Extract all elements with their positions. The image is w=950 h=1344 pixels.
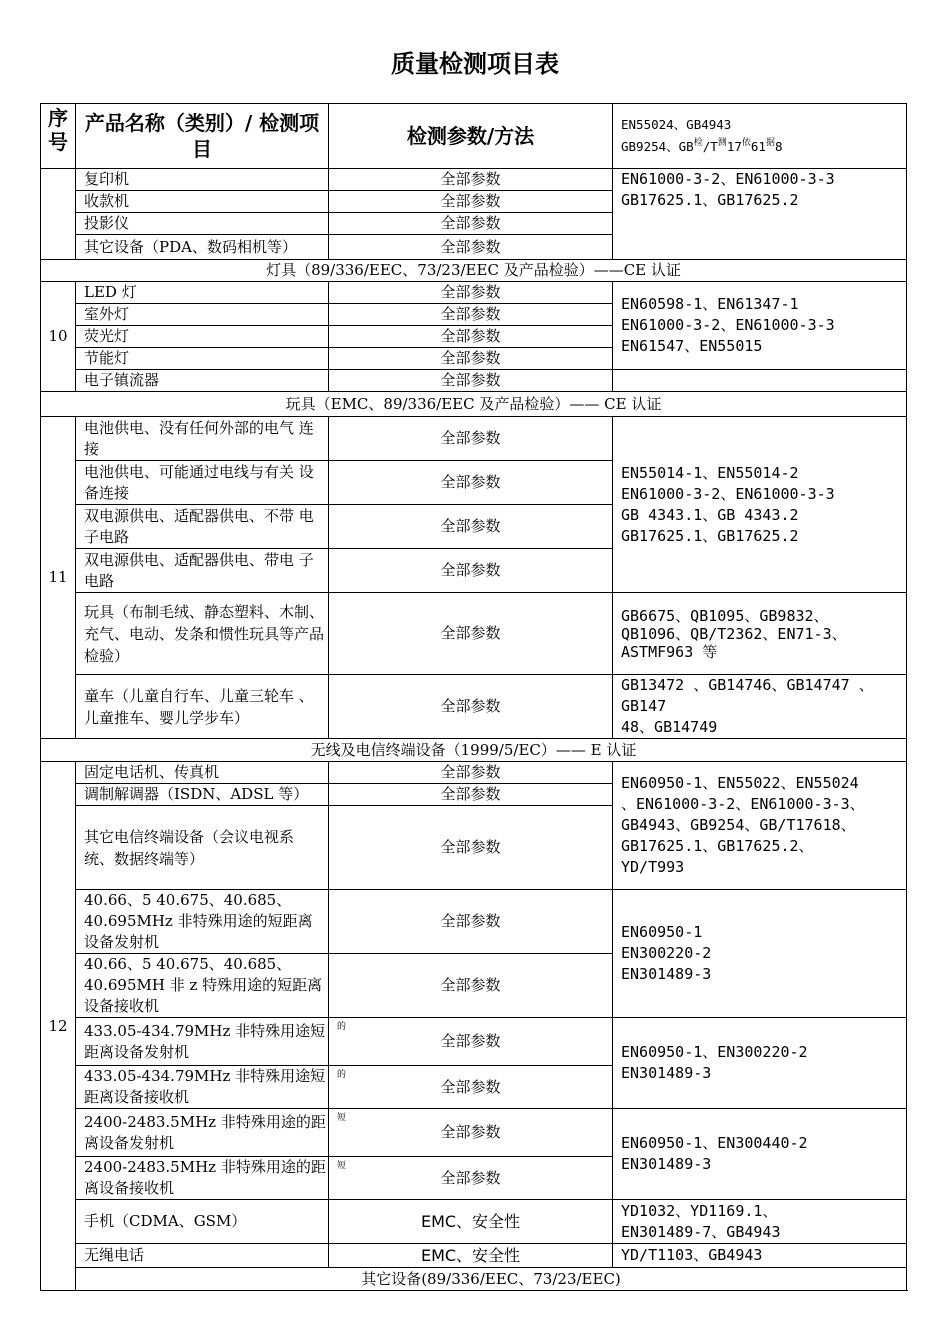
row-no: 12 [41,762,76,1291]
note-mark: 的 [337,1022,347,1032]
product-name: 无绳电话 [76,1244,329,1268]
params-cell: 全部参数 [329,593,613,675]
params-cell: 全部参数 [329,348,613,370]
product-name: 节能灯 [76,348,329,370]
section-title: 其它设备(89/336/EEC、73/23/EEC) [76,1268,907,1291]
standards-cell: YD1032、YD1169.1、 EN301489-7、GB4943 [613,1200,907,1244]
table-row [41,675,907,739]
product-name: 40.66、5 40.675、40.685、40.695MH 非 z 特殊用途的短距离 设备接收机 [76,954,329,1018]
params-cell: 全部参数 [329,235,613,260]
product-name: 电池供电、可能通过电线与有关 设备连接 [76,461,329,505]
standards-cell: EN60598-1、EN61347-1 EN61000-3-2、EN61000-3-3 EN61547、EN55015 [613,282,907,370]
product-name: 固定电话机、传真机 [76,762,329,784]
table-row [41,1109,907,1157]
standards-cell: EN60950-1 EN300220-2 EN301489-3 [613,890,907,1018]
product-name: 玩具（布制毛绒、静态塑料、木制、充气、电动、发条和惯性玩具等产品检验） [76,593,329,675]
note-mark: 短 [337,1113,347,1123]
row-no [41,169,76,260]
params-cell: 全部参数 [329,191,613,213]
params-cell: 全部参数 [329,417,613,461]
section-header-other [41,1268,907,1291]
note-mark: 的 [337,1070,347,1080]
table-header [41,104,907,169]
product-name: 调制解调器（ISDN、ADSL 等） [76,784,329,806]
table-row [41,1244,907,1268]
standards-cell: EN60950-1、EN300220-2 EN301489-3 [613,1018,907,1109]
product-name: 电子镇流器 [76,370,329,392]
params-cell: 全部参数 [329,675,613,739]
section-title: 玩具（EMC、89/336/EEC 及产品检验）—— CE 认证 [41,392,907,417]
params-cell: 全部参数 [329,762,613,784]
product-name: 复印机 [76,169,329,191]
product-name: 433.05-434.79MHz 非特殊用途短距离设备发射机 [76,1018,329,1066]
table-row [41,1018,907,1066]
product-name: 40.66、5 40.675、40.685、40.695MHz 非特殊用途的短距离 设备发射机 [76,890,329,954]
params-cell: 短 全部参数 [329,1157,613,1200]
params-cell: 全部参数 [329,461,613,505]
table-row [41,1200,907,1244]
params-cell: 全部参数 [329,169,613,191]
product-name: 电池供电、没有任何外部的电气 连接 [76,417,329,461]
table-row [41,890,907,954]
product-name: 室外灯 [76,304,329,326]
header-no: 序号 [41,104,76,169]
standards-cell: YD/T1103、GB4943 [613,1244,907,1268]
product-name: 2400-2483.5MHz 非特殊用途的距离设备发射机 [76,1109,329,1157]
product-name: 433.05-434.79MHz 非特殊用途短距离设备接收机 [76,1066,329,1109]
params-cell: 的 全部参数 [329,1066,613,1109]
product-name: 手机（CDMA、GSM） [76,1200,329,1244]
params-cell: 全部参数 [329,370,613,392]
header-name: 产品名称（类别）/ 检测项目 [76,104,329,169]
product-name: 童车（儿童自行车、儿童三轮车 、儿童推车、婴儿学步车） [76,675,329,739]
section-title: 无线及电信终端设备（1999/5/EC）—— E 认证 [41,739,907,762]
params-cell: 全部参数 [329,213,613,235]
note-mark: 短 [337,1161,347,1171]
product-name: LED 灯 [76,282,329,304]
header-params: 检测参数/方法 [329,104,613,169]
standards-cell: EN55014-1、EN55014-2 EN61000-3-2、EN61000-3-3 GB 4343.1、GB 4343.2 GB17625.1、GB17625.2 [613,417,907,593]
product-name: 2400-2483.5MHz 非特殊用途的距离设备接收机 [76,1157,329,1200]
table-row [41,417,907,461]
section-header-lamps [41,260,907,282]
product-name: 其它电信终端设备（会议电视系 统、数据终端等） [76,806,329,890]
product-name: 其它设备（PDA、数码相机等） [76,235,329,260]
standards-cell: GB6675、QB1095、GB9832、 QB1096、QB/T2362、EN71-3、 ASTMF963 等 [613,593,907,675]
params-cell: EMC、安全性 [329,1200,613,1244]
product-name: 荧光灯 [76,326,329,348]
params-cell: 全部参数 [329,282,613,304]
inspection-table [40,103,907,1291]
table-row [41,282,907,304]
product-name: 收款机 [76,191,329,213]
product-name: 双电源供电、适配器供电、带电 子电路 [76,549,329,593]
params-cell: 全部参数 [329,954,613,1018]
row-no: 11 [41,417,76,739]
table-row [41,762,907,784]
standards-cell-empty [613,370,907,392]
standards-cell: EN61000-3-2、EN61000-3-3 GB17625.1、GB17625.2 [613,169,907,260]
standards-cell: EN60950-1、EN55022、EN55024 、EN61000-3-2、EN61000-3-3、 GB4943、GB9254、GB/T17618、 GB17625.1、GB17625.2、 YD/T993 [613,762,907,890]
standards-cell: GB13472 、GB14746、GB14747 、GB147 48、GB14749 [613,675,907,739]
params-cell: 全部参数 [329,326,613,348]
params-cell: 全部参数 [329,549,613,593]
header-standards: EN55024、GB4943 GB9254、$GB^检/T^测17^依61^据8$ [613,104,907,169]
params-cell: EMC、安全性 [329,1244,613,1268]
params-cell: 全部参数 [329,784,613,806]
table-row [41,593,907,675]
section-header-toys [41,392,907,417]
params-cell: 的 全部参数 [329,1018,613,1066]
product-name: 双电源供电、适配器供电、不带 电子电路 [76,505,329,549]
standards-cell: EN60950-1、EN300440-2 EN301489-3 [613,1109,907,1200]
section-title: 灯具（89/336/EEC、73/23/EEC 及产品检验）——CE 认证 [41,260,907,282]
params-cell: 全部参数 [329,505,613,549]
params-cell: 全部参数 [329,806,613,890]
page-title: 质量检测项目表 [391,50,559,78]
product-name: 投影仪 [76,213,329,235]
params-cell: 全部参数 [329,890,613,954]
table-row [41,169,907,191]
table-row [41,370,907,392]
params-cell: 全部参数 [329,304,613,326]
row-no: 10 [41,282,76,392]
params-cell: 短 全部参数 [329,1109,613,1157]
section-header-radio [41,739,907,762]
